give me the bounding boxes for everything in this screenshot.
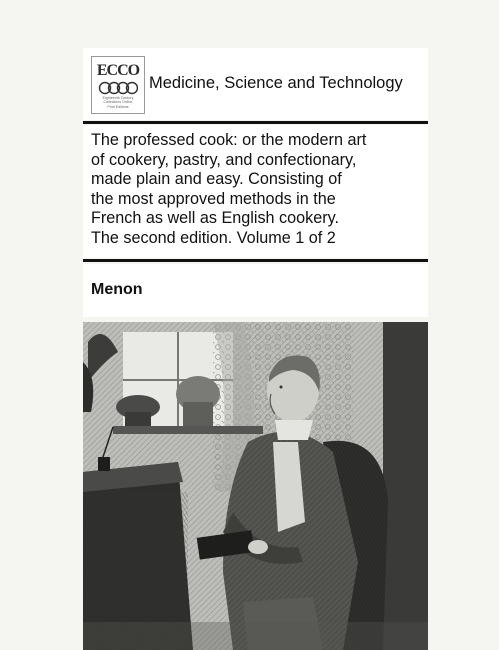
divider-top [83,121,428,124]
logo-caption-line: Eighteenth Century [102,96,134,100]
engraving-seated-man-icon [83,322,428,650]
logo-mark: ECCO [96,62,140,79]
title-line: of cookery, pastry, and confectionary, [91,150,357,169]
ecco-logo [91,56,145,114]
logo-caption [95,96,141,109]
series-title: Medicine, Science and Technology [149,74,403,92]
title-line: The professed cook: or the modern art [91,131,367,149]
logo-rings-icon [98,81,138,95]
title-line: The second edition. Volume 1 of 2 [91,228,336,247]
logo-caption-line: Collections Online [103,100,133,105]
cover-illustration [83,322,428,650]
author-name: Menon [91,281,143,298]
title-line: the most approved methods in the [91,189,336,208]
series-header [83,48,428,120]
title-block [83,125,428,258]
divider-middle [83,259,428,262]
title-line: French as well as English cookery. [91,209,340,228]
book-title [91,131,426,249]
title-line: made plain and easy. Consisting of [91,170,342,189]
logo-caption-line: Print Editions [107,104,129,109]
author-block [83,264,428,317]
